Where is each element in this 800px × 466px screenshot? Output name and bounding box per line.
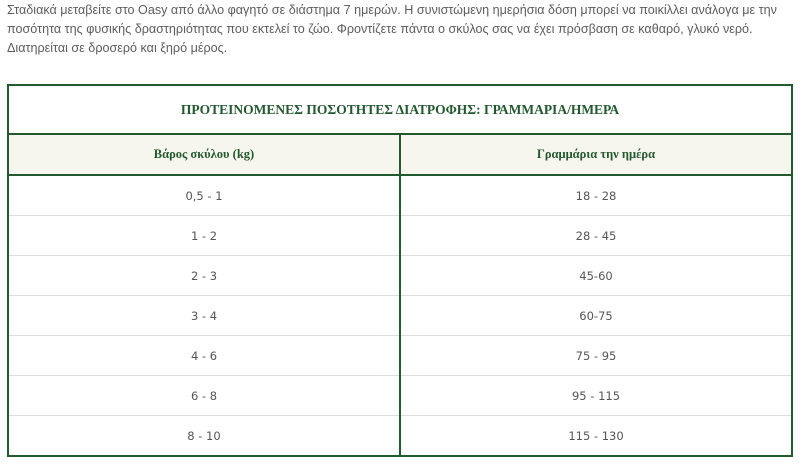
intro-line: Σταδιακά μεταβείτε στο Oasy από άλλο φαγητό σε διάστημα 7 ημερών. Η συνιστώμενη ημερήσια δόση μπορεί να ποικίλλει ανάλογα με την [7,3,777,17]
weight-cell: 0,5 - 1 [9,175,400,216]
grams-cell: 28 - 45 [400,216,791,256]
table-row [9,175,791,216]
table-row [9,376,791,416]
table-row [9,416,791,456]
table-row [9,256,791,296]
intro-line: ποσότητα της φυσικής δραστηριότητας που εκτελεί το ζώο. Φροντίζετε πάντα ο σκύλος σας να έχει πρόσβαση σε καθαρό, γλυκό νερό. [7,22,753,36]
weight-cell: 6 - 8 [9,376,400,416]
weight-cell: 2 - 3 [9,256,400,296]
grams-cell: 45-60 [400,256,791,296]
table-row [9,216,791,256]
table-row [9,336,791,376]
weight-cell: 3 - 4 [9,296,400,336]
grams-cell: 18 - 28 [400,175,791,216]
column-header-grams: Γραμμάρια την ημέρα [400,134,791,175]
intro-line: Διατηρείται σε δροσερό και ξηρό μέρος. [7,41,228,55]
weight-cell: 4 - 6 [9,336,400,376]
table-header-row [9,134,791,175]
grams-cell: 60-75 [400,296,791,336]
grams-cell: 75 - 95 [400,336,791,376]
feeding-table-grid [9,86,791,455]
grams-cell: 115 - 130 [568,428,624,443]
weight-cell: 1 - 2 [9,216,400,256]
grams-cell: 95 - 115 [400,376,791,416]
intro-text [7,1,793,58]
weight-cell: 8 - 10 [9,416,400,456]
table-title: ΠΡΟΤΕΙΝΟΜΕΝΕΣ ΠΟΣΟΤΗΤΕΣ ΔΙΑΤΡΟΦΗΣ: ΓΡΑΜΜΑΡΙΑ/ΗΜΕΡΑ [9,86,791,134]
feeding-table [7,84,793,457]
column-header-weight: Βάρος σκύλου (kg) [9,134,400,175]
table-row [9,296,791,336]
table-title-row [9,86,791,134]
